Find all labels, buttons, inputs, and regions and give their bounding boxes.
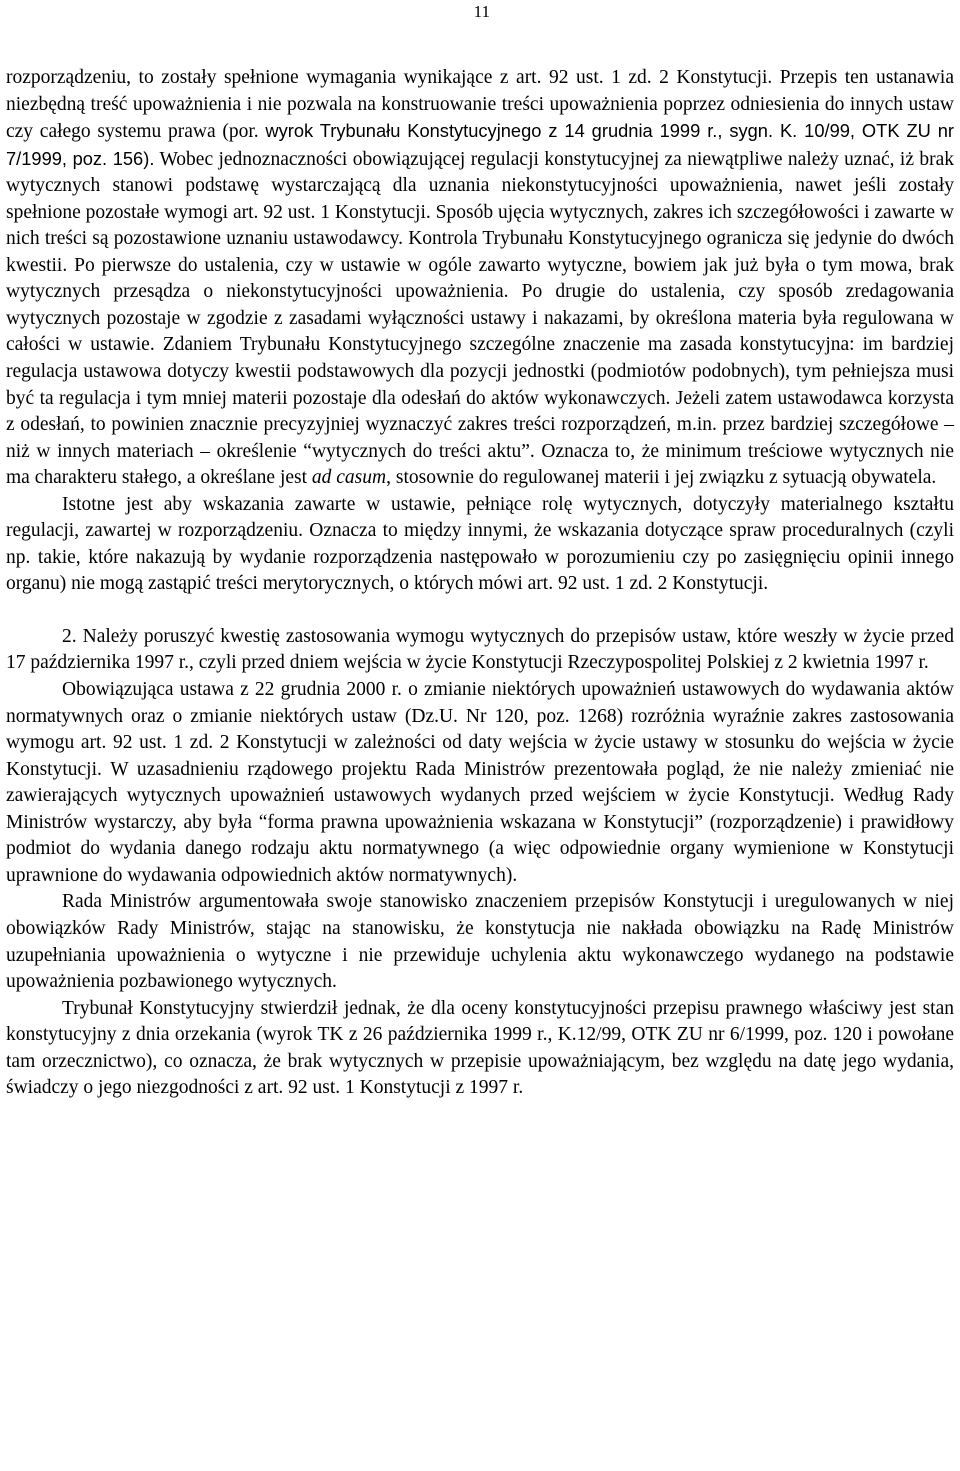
- paragraph-5: [6, 889, 954, 995]
- document-body: [6, 65, 954, 1102]
- italic-phrase: ad casum: [311, 467, 387, 489]
- paragraph-6: [6, 996, 954, 1102]
- text-run: Istotne jest aby wskazania zawarte w ustawie, pełniące rolę wytycznych, dotyczyły materialnego kształtu regulacji, zawartej w rozporządzeniu. Oznacza to między innymi, że wskazania dotyczące spraw proceduralnych (czyli np. takie, które nakazują by wydanie rozporządzenia następowało w porozumieniu czy po zasięgnięciu opinii innego organu) nie mogą zastąpić treści merytorycznych, o których mówi art. 92 ust. 1 zd. 2 Konstytucji.: [6, 493, 954, 595]
- text-run: rozporządzeniu, to zostały spełnione wymagania wynikające z art. 92 ust. 1 zd. 2 Konstytucji. Przepis ten ustanawia niezbędną treść upoważnienia i nie pozwala na konstruowanie treści upoważnienia poprzez odniesienia do innych ustaw czy całego systemu prawa (por.: [6, 67, 954, 143]
- citation-text: wyrok Trybunału Konstytucyjnego z 14 grudnia 1999 r., sygn. K. 10/99, OTK ZU nr 7/1999, poz. 156).: [6, 120, 954, 169]
- text-run: Rada Ministrów argumentowała swoje stanowisko znaczeniem przepisów Konstytucji i uregulowanych w niej obowiązków Rady Ministrów, stając na stanowisku, że konstytucja nie nakłada obowiązku na Radę Ministrów uzupełniania upoważnienia o wytyczne i nie przewiduje uchylenia aktu wykonawczego wydanego na podstawie upoważnienia pozbawionego wytycznych.: [6, 891, 954, 993]
- text-run: Trybunał Konstytucyjny stwierdził jednak, że dla oceny konstytucyjności przepisu prawnego właściwy jest stan konstytucyjny z dnia orzekania (wyrok TK z 26 października 1999 r., K.12/99, OTK ZU nr 6/1999, poz. 120 i powołane tam orzecznictwo), co oznacza, że brak wytycznych w przepisie upoważniającym, bez względu na datę jego wydania, świadczy o jego niezgodności z art. 92 ust. 1 Konstytucji z 1997 r.: [6, 997, 954, 1099]
- page-number: 11: [473, 2, 490, 21]
- text-run: Obowiązująca ustawa z 22 grudnia 2000 r. o zmianie niektórych upoważnień ustawowych do wydawania aktów normatywnych oraz o zmianie niektórych ustaw (Dz.U. Nr 120, poz. 1268) rozróżnia wyraźnie zakres zastosowania wymogu art. 92 ust. 1 zd. 2 Konstytucji w zależności od daty wejścia w życie ustawy w stosunku do wejścia w życie Konstytucji. W uzasadnieniu rządowego projektu Rada Ministrów prezentowała pogląd, że nie należy zmieniać nie zawierających wytycznych upoważnień ustawowych wydanych przed wejściem w życie Konstytucji. Według Rady Ministrów wystarczy, aby była “forma prawna upoważnienia wskazana w Konstytucji” (rozporządzenie) i prawidłowy podmiot do wydania danego rodzaju aktu normatywnego (a więc odpowiednie organy wymienione w Konstytucji uprawnione do wydawania odpowiednich aktów normatywnych).: [6, 679, 954, 886]
- paragraph-4: [6, 677, 954, 889]
- text-run: Wobec jednoznaczności obowiązującej regulacji konstytucyjnej za niewątpliwe należy uznać, iż brak wytycznych stanowi podstawę wystarczającą dla uznania niekonstytucyjności upoważnienia, nawet jeśli zostały spełnione pozostałe wymogi art. 92 ust. 1 Konstytucji. Sposób ujęcia wytycznych, zakres ich szczegółowości i zawarte w nich treści są pozostawione uznaniu ustawodawcy. Kontrola Trybunału Konstytucyjnego ogranicza się jedynie do dwóch kwestii. Po pierwsze do ustalenia, czy w ustawie w ogóle zawarto wytyczne, bowiem jak już była o tym mowa, brak wytycznych przesądza o niekonstytucyjności upoważnienia. Po drugie do ustalenia, czy sposób zredagowania wytycznych pozostaje w zgodzie z zasadami wyłączności ustawy i nakazami, by określona materia była regulowana w całości w ustawie. Zdaniem Trybunału Konstytucyjnego szczególne znaczenie ma zasada konstytucyjna: im bardziej regulacja ustawowa dotyczy kwestii podstawowych dla pozycji jednostki (podmiotów podobnych), tym pełniejsza musi być ta regulacja i tym mniej materii pozostaje dla odesłań do aktów wykonawczych. Jeżeli zatem ustawodawca korzysta z odesłań, to powinien znacznie precyzyjniej wyznaczyć zakres treści rozporządzeń, m.in. przez bardziej szczegółowe – niż w innych materiach – określenie “wytycznych do treści aktu”. Oznacza to, że minimum treściowe wytycznych nie ma charakteru stałego, a określane jest: [6, 148, 955, 489]
- text-run: , stosownie do regulowanej materii i jej związku z sytuacją obywatela.: [386, 467, 937, 489]
- paragraph-1: [6, 65, 954, 492]
- paragraph-2: [6, 492, 954, 598]
- text-run: 2. Należy poruszyć kwestię zastosowania wymogu wytycznych do przepisów ustaw, które weszły w życie przed 17 października 1997 r., czyli przed dniem wejścia w życie Konstytucji Rzeczypospolitej Polskiej z 2 kwietnia 1997 r.: [6, 625, 954, 674]
- paragraph-3: [6, 624, 954, 677]
